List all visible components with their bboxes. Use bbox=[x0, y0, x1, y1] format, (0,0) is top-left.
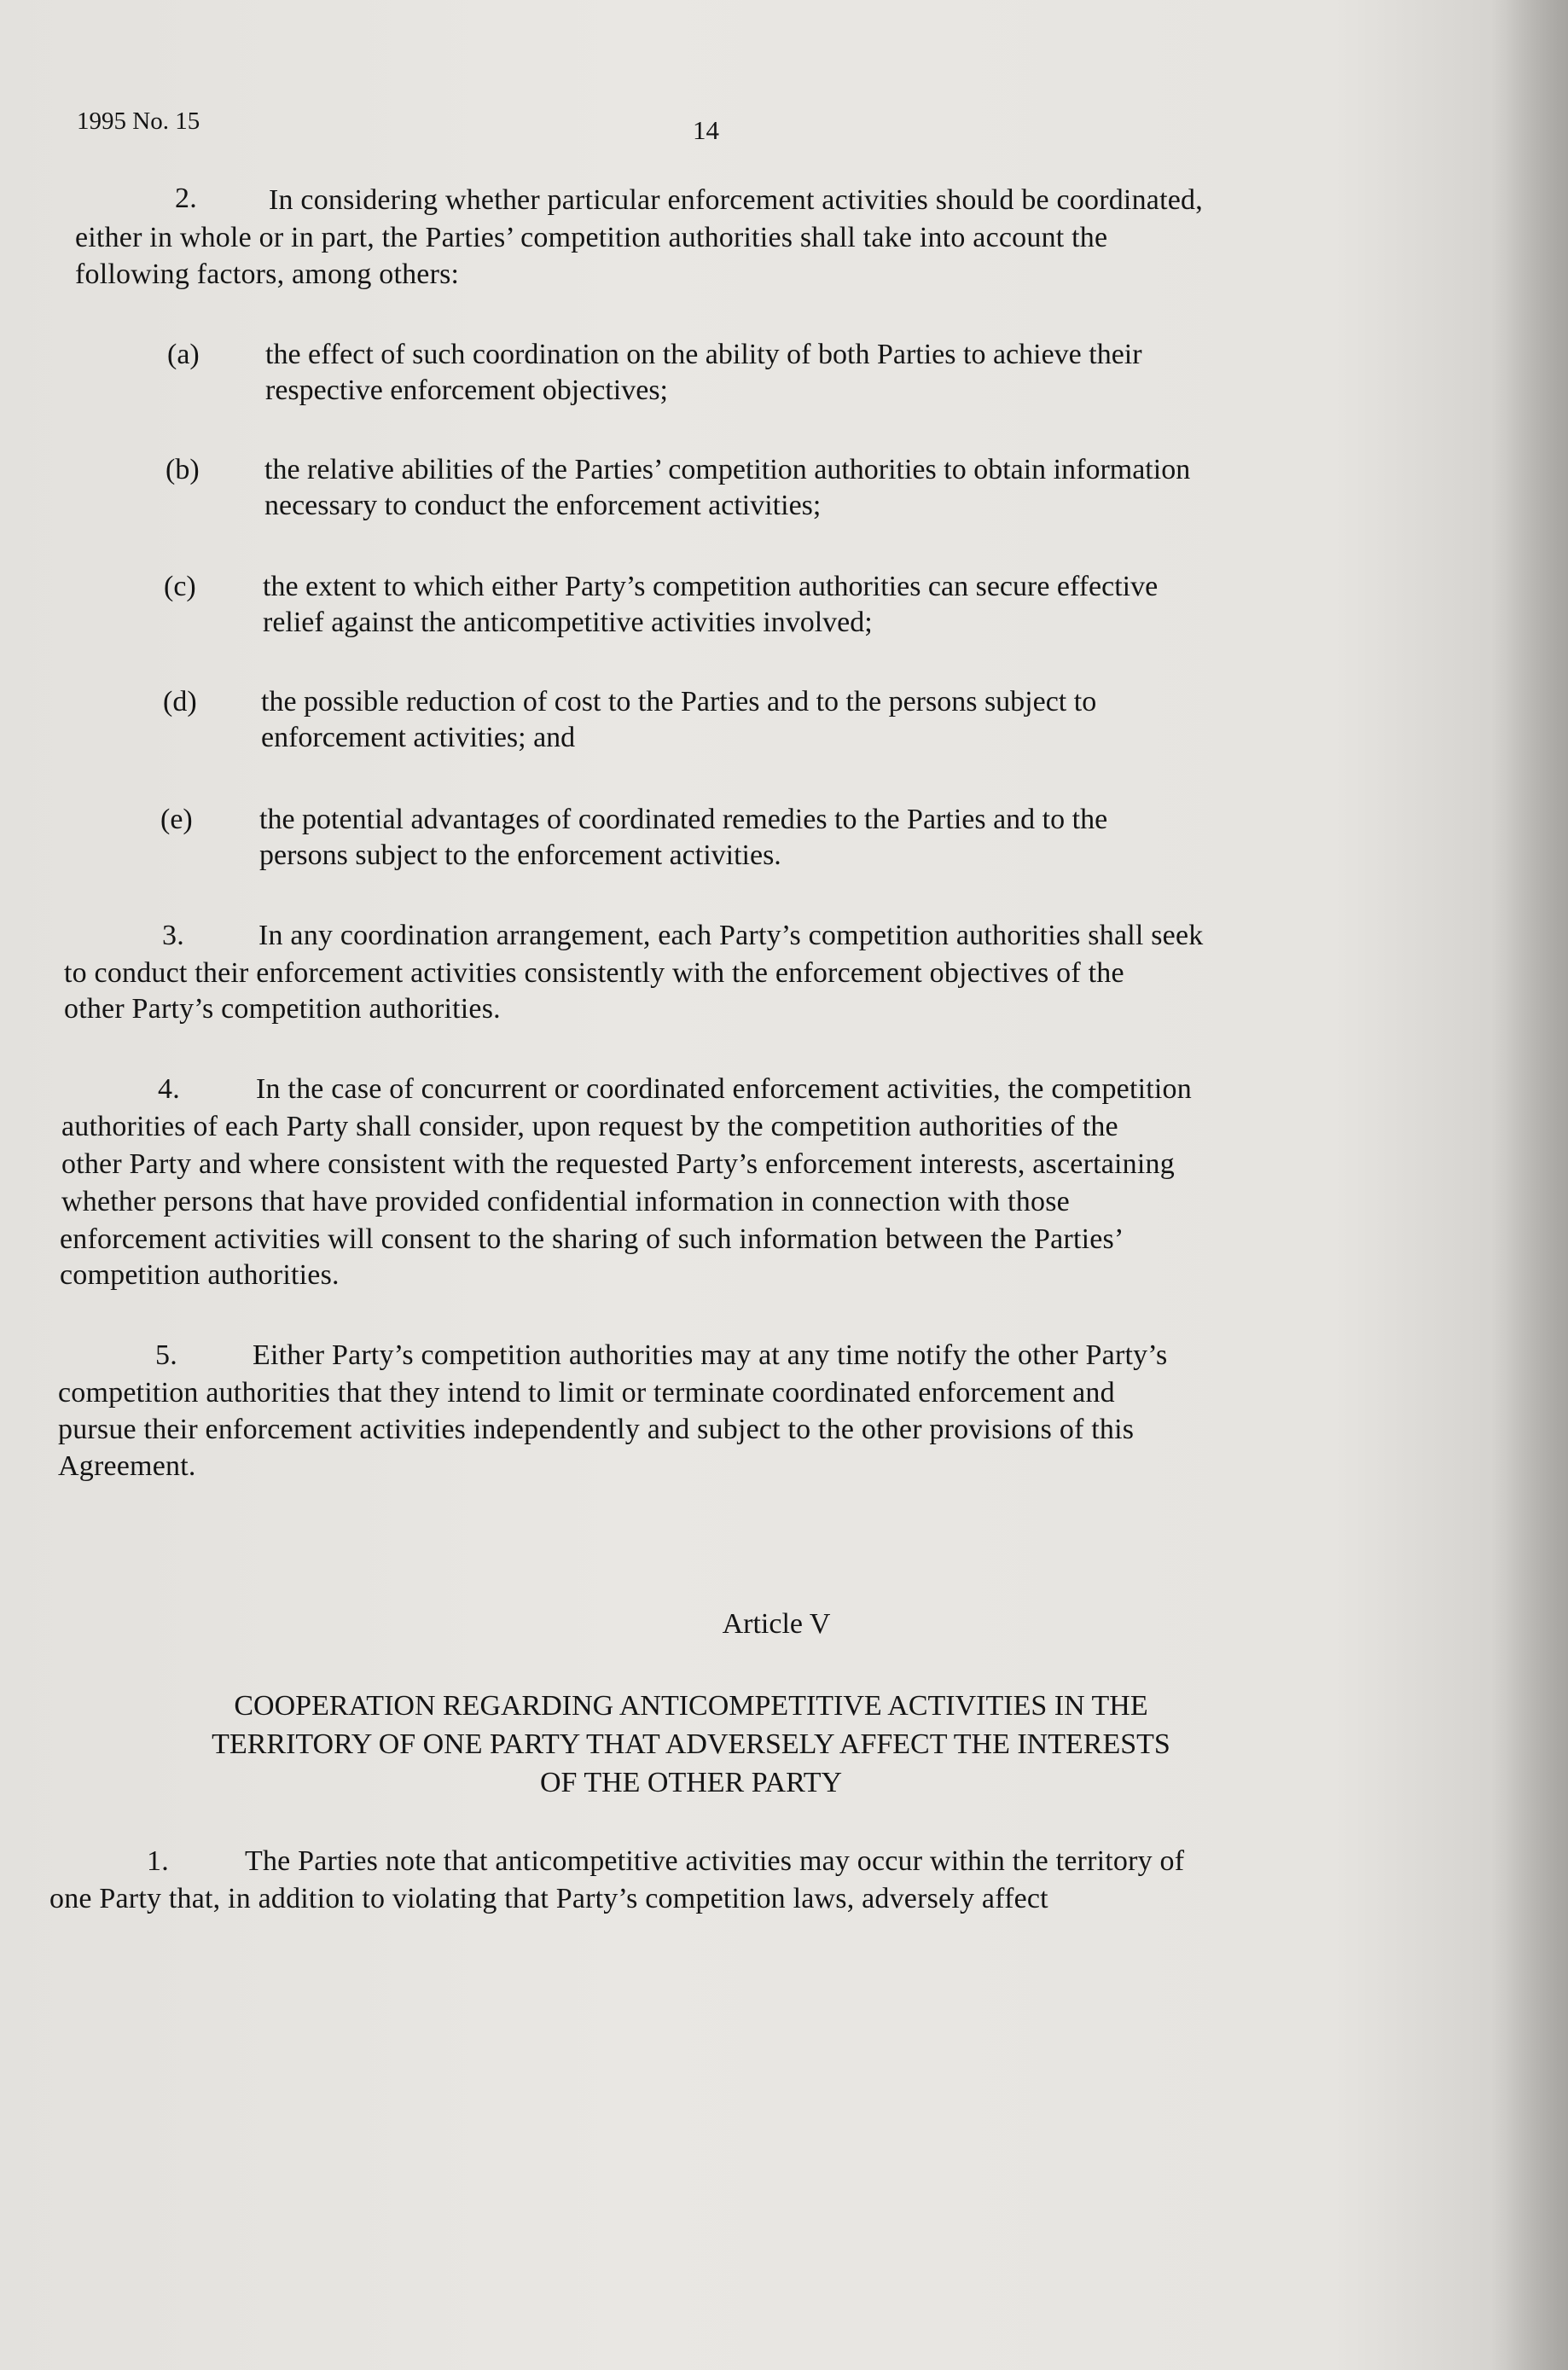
paragraph-line: enforcement activities will consent to the sharing of such information between the Parties’ bbox=[60, 1223, 1124, 1255]
paragraph-line: following factors, among others: bbox=[75, 258, 460, 290]
list-item-line: relief against the anticompetitive activities involved; bbox=[263, 607, 873, 638]
article-heading-line: COOPERATION REGARDING ANTICOMPETITIVE ACTIVITIES IN THE bbox=[234, 1690, 1148, 1722]
list-item-label: (a) bbox=[167, 339, 200, 370]
list-item-line: respective enforcement objectives; bbox=[265, 375, 668, 406]
article-heading-line: OF THE OTHER PARTY bbox=[539, 1767, 843, 1798]
paragraph-line: Either Party’s competition authorities may at any time notify the other Party’s bbox=[253, 1339, 1168, 1371]
article-heading-line: TERRITORY OF ONE PARTY THAT ADVERSELY AFFECT THE INTERESTS bbox=[212, 1728, 1170, 1760]
paragraph-number: 4. bbox=[158, 1073, 180, 1105]
paragraph-line: authorities of each Party shall consider, upon request by the competition authorities of the bbox=[61, 1111, 1118, 1142]
paragraph-line: whether persons that have provided confidential information in connection with those bbox=[61, 1186, 1070, 1217]
list-item-line: the potential advantages of coordinated remedies to the Parties and to the bbox=[259, 804, 1108, 835]
list-item-line: the possible reduction of cost to the Parties and to the persons subject to bbox=[261, 686, 1097, 717]
list-item-label: (b) bbox=[166, 454, 200, 485]
list-item-line: the extent to which either Party’s competition authorities can secure effective bbox=[263, 571, 1159, 602]
paragraph-line: In any coordination arrangement, each Party’s competition authorities shall seek bbox=[258, 920, 1204, 951]
paragraph-number: 3. bbox=[162, 920, 184, 951]
article-title: Article V bbox=[722, 1608, 831, 1640]
paragraph-line: either in whole or in part, the Parties’ competition authorities shall take into account the bbox=[75, 222, 1108, 253]
list-item-line: enforcement activities; and bbox=[261, 722, 576, 753]
paragraph-line: other Party and where consistent with the requested Party’s enforcement interests, ascertaining bbox=[61, 1148, 1175, 1180]
list-item-line: persons subject to the enforcement activities. bbox=[259, 839, 781, 871]
paragraph-number: 1. bbox=[147, 1845, 169, 1877]
list-item-label: (c) bbox=[164, 571, 196, 602]
paragraph-line: Agreement. bbox=[58, 1450, 196, 1482]
paragraph-line: The Parties note that anticompetitive activities may occur within the territory of bbox=[245, 1845, 1185, 1877]
paragraph-line: In the case of concurrent or coordinated enforcement activities, the competition bbox=[256, 1073, 1192, 1105]
page-number: 14 bbox=[693, 115, 719, 145]
list-item-label: (e) bbox=[160, 804, 193, 835]
list-item-label: (d) bbox=[163, 686, 197, 717]
paragraph-line: competition authorities that they intend to limit or terminate coordinated enforcement and bbox=[58, 1377, 1115, 1409]
list-item-line: the effect of such coordination on the ability of both Parties to achieve their bbox=[265, 339, 1142, 370]
paragraph-line: other Party’s competition authorities. bbox=[64, 993, 501, 1025]
paragraph-number: 2. bbox=[175, 183, 197, 214]
list-item-line: the relative abilities of the Parties’ competition authorities to obtain information bbox=[264, 454, 1191, 485]
paragraph-line: In considering whether particular enforcement activities should be coordinated, bbox=[269, 184, 1203, 216]
paragraph-number: 5. bbox=[155, 1339, 177, 1371]
paragraph-line: competition authorities. bbox=[60, 1259, 340, 1291]
paragraph-line: to conduct their enforcement activities consistently with the enforcement objectives of the bbox=[64, 957, 1124, 989]
list-item-line: necessary to conduct the enforcement activities; bbox=[264, 490, 822, 521]
article-heading bbox=[60, 1687, 1322, 1802]
paragraph-line: pursue their enforcement activities independently and subject to the other provisions of this bbox=[58, 1414, 1135, 1445]
paragraph-line: one Party that, in addition to violating that Party’s competition laws, adversely affect bbox=[49, 1883, 1048, 1914]
page-edge-shadow bbox=[1491, 0, 1568, 2370]
running-head-citation: 1995 No. 15 bbox=[77, 107, 200, 135]
